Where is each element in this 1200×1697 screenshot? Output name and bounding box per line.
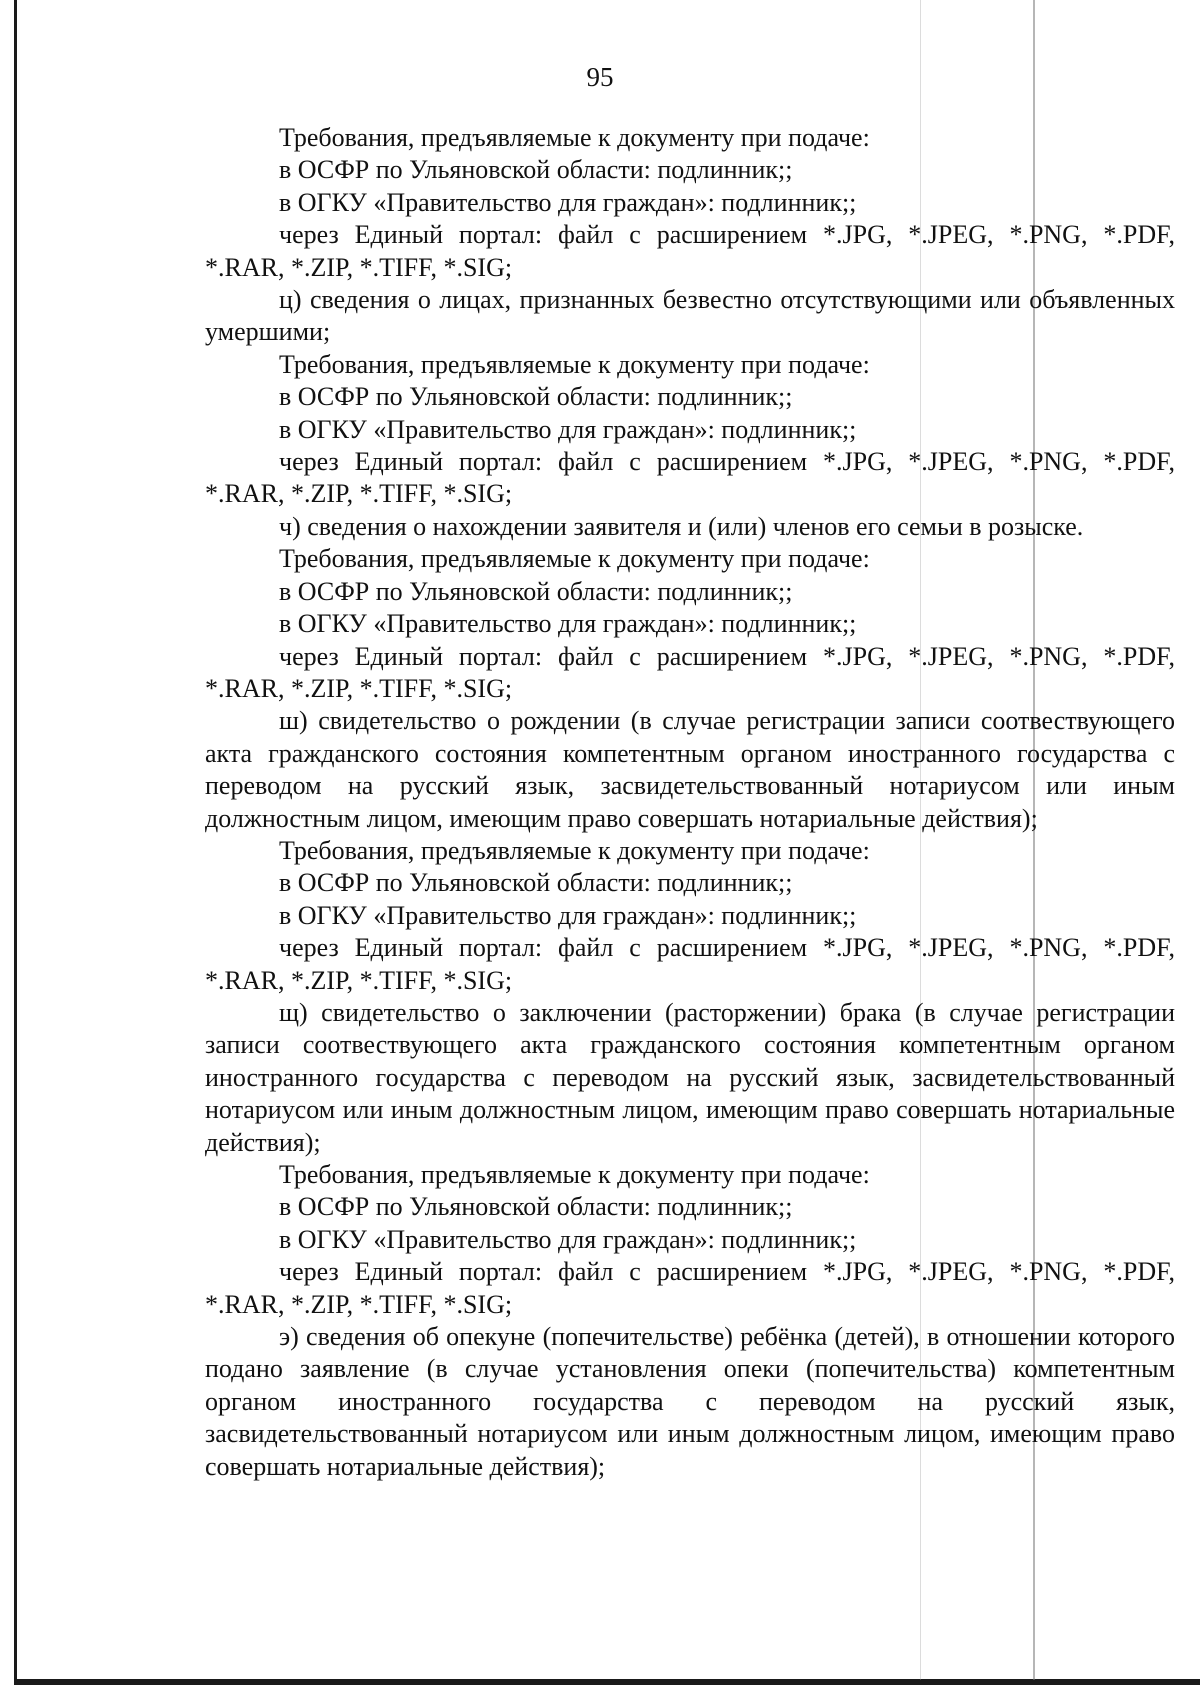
paragraph: в ОСФР по Ульяновской области: подлинник;; <box>279 576 793 606</box>
document-body <box>205 122 1175 1483</box>
paragraph: в ОГКУ «Правительство для граждан»: подлинник;; <box>279 900 857 930</box>
paragraph: в ОСФР по Ульяновской области: подлинник;; <box>279 155 793 185</box>
paragraph: ц) сведения о лицах, признанных безвестно отсутствующими или объявленных умершими; <box>205 285 1175 347</box>
paragraph: через Единый портал: файл с расширением *.JPG, *.JPEG, *.PNG, *.PDF, *.RAR, *.ZIP, *.TIFF, *.SIG; <box>205 1257 1175 1319</box>
paragraph: через Единый портал: файл с расширением *.JPG, *.JPEG, *.PNG, *.PDF, *.RAR, *.ZIP, *.TIFF, *.SIG; <box>205 933 1175 995</box>
paragraph: Требования, предъявляемые к документу при подаче: <box>279 544 870 574</box>
paragraph: Требования, предъявляемые к документу при подаче: <box>279 835 870 865</box>
paragraph: в ОСФР по Ульяновской области: подлинник;; <box>279 1192 793 1222</box>
paragraph: в ОСФР по Ульяновской области: подлинник;; <box>279 382 793 412</box>
paragraph: в ОГКУ «Правительство для граждан»: подлинник;; <box>279 1224 857 1254</box>
paragraph: Требования, предъявляемые к документу при подаче: <box>279 1160 870 1189</box>
paragraph: через Единый портал: файл с расширением *.JPG, *.JPEG, *.PNG, *.PDF, *.RAR, *.ZIP, *.TIFF, *.SIG; <box>205 641 1175 703</box>
scan-left-edge <box>14 0 17 1680</box>
paragraph: ч) сведения о нахождении заявителя и (или) членов его семьи в розыске. <box>279 511 1084 541</box>
paragraph: э) сведения об опекуне (попечительстве) ребёнка (детей), в отношении которого подано заявление (в случае установления опеки (попечительства) компетентным органом иностранного государства с переводом на русский язык, засвидетельствованный нотариусом или иным должностным лицом, имеющим право совершать нотариальные действия); <box>205 1322 1175 1481</box>
paragraph: Требования, предъявляемые к документу при подаче: <box>279 123 870 152</box>
paragraph: через Единый портал: файл с расширением *.JPG, *.JPEG, *.PNG, *.PDF, *.RAR, *.ZIP, *.TIFF, *.SIG; <box>205 220 1175 282</box>
page-number: 95 <box>586 62 614 92</box>
paragraph: в ОГКУ «Правительство для граждан»: подлинник;; <box>279 414 857 444</box>
paragraph: щ) свидетельство о заключении (расторжении) брака (в случае регистрации записи соотвествующего акта гражданского состояния компетентным органом иностранного государства с переводом на русский язык, засвидетельствованный нотариусом или иным должностным лицом, имеющим право совершать нотариальные действия); <box>205 997 1175 1157</box>
paragraph: Требования, предъявляемые к документу при подаче: <box>279 349 870 379</box>
scan-bottom-edge <box>14 1679 1200 1685</box>
paragraph: в ОГКУ «Правительство для граждан»: подлинник;; <box>279 609 857 639</box>
paragraph: в ОГКУ «Правительство для граждан»: подлинник;; <box>279 187 857 217</box>
paragraph: в ОСФР по Ульяновской области: подлинник;; <box>279 868 793 898</box>
paragraph: через Единый портал: файл с расширением *.JPG, *.JPEG, *.PNG, *.PDF, *.RAR, *.ZIP, *.TIFF, *.SIG; <box>205 447 1175 509</box>
paragraph: ш) свидетельство о рождении (в случае регистрации записи соотвествующего акта гражданского состояния компетентным органом иностранного государства с переводом на русский язык, засвидетельствованный нотариусом или иным должностным лицом, имеющим право совершать нотариальные действия); <box>205 706 1175 833</box>
